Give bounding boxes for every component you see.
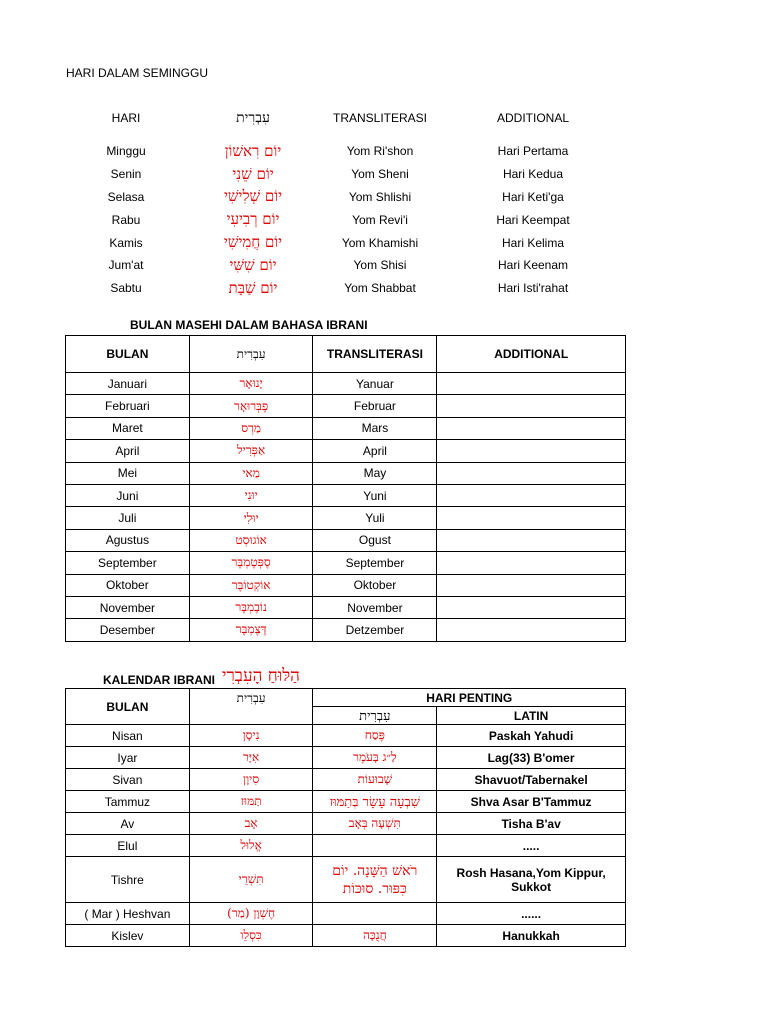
list-item	[60, 254, 620, 277]
cal-month: Sivan	[66, 769, 190, 791]
day-translit: Yom Shabbat	[344, 281, 416, 296]
cal-holiday-latin: Rosh Hasana,Yom Kippur, Sukkot	[437, 857, 626, 903]
cal-month-hebrew: נִיסָן	[189, 725, 313, 747]
month-additional	[437, 507, 626, 529]
cal-holiday-hebrew: תִּשְׁעָה בְּאָב	[313, 813, 437, 835]
days-header	[60, 108, 620, 128]
cal-month-hebrew: כִּסְלֵו	[189, 925, 313, 947]
table-row	[66, 440, 626, 462]
month-name: Maret	[66, 417, 190, 439]
month-translit: Detzember	[313, 619, 437, 641]
header-hebrew: עִבְרִית	[189, 689, 313, 725]
day-additional: Hari Pertama	[497, 144, 569, 159]
month-hebrew: יוּנִי	[189, 484, 313, 506]
table-row	[66, 619, 626, 641]
cal-holiday-latin: Hanukkah	[437, 925, 626, 947]
month-additional	[437, 484, 626, 506]
month-additional	[437, 462, 626, 484]
day-name: Jum'at	[108, 258, 144, 273]
table-header-row	[66, 689, 626, 707]
month-name: Januari	[66, 373, 190, 395]
month-name: Mei	[66, 462, 190, 484]
month-translit: September	[313, 552, 437, 574]
subheader-hebrew: עִבְרִית	[313, 707, 437, 725]
month-additional	[437, 596, 626, 618]
month-name: November	[66, 596, 190, 618]
section3-title-hebrew: הַלּוּחַ הָעִבְרִי	[222, 666, 300, 686]
day-additional: Hari Isti'rahat	[497, 281, 569, 296]
cal-month-hebrew: סִיוָן	[189, 769, 313, 791]
month-translit: April	[313, 440, 437, 462]
day-translit: Yom Khamishi	[341, 235, 419, 250]
cal-holiday-hebrew	[313, 903, 437, 925]
month-additional	[437, 529, 626, 551]
cal-holiday-latin: Shavuot/Tabernakel	[437, 769, 626, 791]
section3-title: KALENDAR IBRANI	[103, 673, 215, 687]
month-translit: Yuni	[313, 484, 437, 506]
month-name: Oktober	[66, 574, 190, 596]
table-row	[66, 925, 626, 947]
list-item	[60, 140, 620, 163]
day-name: Sabtu	[110, 281, 142, 296]
table-row	[66, 552, 626, 574]
cal-holiday-latin: Tisha B'av	[437, 813, 626, 835]
month-translit: Ogust	[313, 529, 437, 551]
cal-holiday-hebrew: חֲנֻכָּה	[313, 925, 437, 947]
table-header-row	[66, 336, 626, 373]
day-name: Senin	[110, 167, 142, 182]
day-translit: Yom Sheni	[351, 167, 409, 182]
month-hebrew: אַפְּרִיל	[189, 440, 313, 462]
table-row	[66, 903, 626, 925]
table-row	[66, 395, 626, 417]
day-name: Minggu	[106, 144, 146, 159]
cal-month: Tammuz	[66, 791, 190, 813]
table-row	[66, 857, 626, 903]
days-header-hebrew: עִבְרִית	[236, 109, 270, 126]
cal-month: Tishre	[66, 857, 190, 903]
calendar-table	[65, 688, 626, 947]
day-hebrew: יוֹם רְבִיעִי	[226, 210, 280, 229]
table-row	[66, 747, 626, 769]
cal-holiday-latin: Shva Asar B'Tammuz	[437, 791, 626, 813]
table-row	[66, 574, 626, 596]
month-additional	[437, 574, 626, 596]
day-hebrew: יוֹם שִׁשִּׁי	[229, 255, 277, 274]
table-row	[66, 725, 626, 747]
cal-holiday-latin: Paskah Yahudi	[437, 725, 626, 747]
table-row	[66, 769, 626, 791]
table-row	[66, 462, 626, 484]
cal-holiday-hebrew: שִׁבְעָה עָשָׂר בְּתַמּוּז	[313, 791, 437, 813]
days-header-hari: HARI	[111, 111, 141, 125]
days-header-translit: TRANSLITERASI	[332, 111, 428, 125]
month-hebrew: יוּלִי	[189, 507, 313, 529]
cal-month: ( Mar ) Heshvan	[66, 903, 190, 925]
month-additional	[437, 552, 626, 574]
month-translit: Mars	[313, 417, 437, 439]
month-hebrew: מַאי	[189, 462, 313, 484]
cal-holiday-latin: Lag(33) B'omer	[437, 747, 626, 769]
month-name: Agustus	[66, 529, 190, 551]
table-row	[66, 373, 626, 395]
cal-holiday-latin: .....	[437, 835, 626, 857]
month-hebrew: אוֹקְטוֹבֶּר	[189, 574, 313, 596]
header-hari-penting: HARI PENTING	[313, 689, 626, 707]
cal-month-hebrew: תִּשְׁרֵי	[189, 857, 313, 903]
day-additional: Hari Keempat	[496, 212, 570, 227]
month-translit: Februar	[313, 395, 437, 417]
day-additional: Hari Keti'ga	[502, 189, 564, 204]
day-hebrew: יוֹם שַׁבָּת	[228, 278, 278, 297]
month-translit: November	[313, 596, 437, 618]
month-hebrew: סֶפְּטֶמְבֶּר	[189, 552, 313, 574]
day-name: Rabu	[111, 212, 141, 227]
month-name: Desember	[66, 619, 190, 641]
days-list	[60, 140, 620, 300]
month-hebrew: אוֹגוּסְט	[189, 529, 313, 551]
list-item	[60, 163, 620, 186]
section1-title: HARI DALAM SEMINGGU	[66, 66, 209, 80]
table-row	[66, 835, 626, 857]
day-translit: Yom Ri'shon	[346, 144, 414, 159]
header-additional: ADDITIONAL	[437, 336, 626, 373]
month-hebrew: יָנוּאָר	[189, 373, 313, 395]
cal-holiday-hebrew: פֶּסַח	[313, 725, 437, 747]
month-translit: Yanuar	[313, 373, 437, 395]
cal-holiday-hebrew: שָׁבוּעוֹת	[313, 769, 437, 791]
month-additional	[437, 619, 626, 641]
month-hebrew: מַרְס	[189, 417, 313, 439]
cal-month-hebrew: אֱלוּל	[189, 835, 313, 857]
month-name: April	[66, 440, 190, 462]
day-hebrew: יוֹם חֲמִישִׁי	[223, 233, 283, 252]
header-hebrew: עִבְרִית	[189, 336, 313, 373]
cal-holiday-hebrew	[313, 835, 437, 857]
day-additional: Hari Kedua	[502, 167, 564, 182]
day-hebrew: יוֹם שְׁלִישִׁי	[223, 187, 283, 206]
cal-month-hebrew: חֶשְׁוָן (מַר)	[189, 903, 313, 925]
list-item	[60, 277, 620, 300]
month-additional	[437, 373, 626, 395]
header-translit: TRANSLITERASI	[313, 336, 437, 373]
cal-holiday-latin: ......	[437, 903, 626, 925]
list-item	[60, 231, 620, 254]
day-name: Selasa	[107, 189, 145, 204]
day-additional: Hari Keenam	[497, 258, 569, 273]
month-translit: Oktober	[313, 574, 437, 596]
table-row	[66, 791, 626, 813]
month-hebrew: נוֹבֶמְבֶּר	[189, 596, 313, 618]
day-translit: Yom Revi'i	[352, 212, 408, 227]
day-translit: Yom Shisi	[353, 258, 407, 273]
cal-month: Nisan	[66, 725, 190, 747]
table-row	[66, 813, 626, 835]
list-item	[60, 186, 620, 209]
cal-month: Elul	[66, 835, 190, 857]
table-row	[66, 529, 626, 551]
month-name: Februari	[66, 395, 190, 417]
cal-month-hebrew: תַּמּוּז	[189, 791, 313, 813]
month-translit: Yuli	[313, 507, 437, 529]
cal-month-hebrew: אָב	[189, 813, 313, 835]
cal-holiday-hebrew: לַ״ג בָּעֹמֶר	[313, 747, 437, 769]
day-name: Kamis	[109, 235, 143, 250]
cal-month-hebrew: אִיָּר	[189, 747, 313, 769]
cal-month: Iyar	[66, 747, 190, 769]
day-hebrew: יוֹם שֵׁנִי	[232, 164, 274, 183]
cal-month: Av	[66, 813, 190, 835]
month-hebrew: דֶּצֶמְבֶּר	[189, 619, 313, 641]
months-table	[65, 335, 626, 642]
month-translit: May	[313, 462, 437, 484]
table-row	[66, 507, 626, 529]
table-row	[66, 484, 626, 506]
month-name: September	[66, 552, 190, 574]
day-additional: Hari Kelima	[501, 235, 564, 250]
cal-holiday-hebrew: רֹאשׁ הַשָּׁנָה. יוֹם כִּפּוּר. סוּכּוֹת	[313, 857, 437, 903]
month-additional	[437, 395, 626, 417]
table-row	[66, 417, 626, 439]
table-row	[66, 596, 626, 618]
day-translit: Yom Shlishi	[348, 189, 412, 204]
subheader-latin: LATIN	[437, 707, 626, 725]
day-hebrew: יוֹם רִאשׁוֹן	[224, 141, 282, 160]
header-bulan: BULAN	[66, 689, 190, 725]
month-hebrew: פֶבְּרוּאָר	[189, 395, 313, 417]
month-name: Juli	[66, 507, 190, 529]
section2-title: BULAN MASEHI DALAM BAHASA IBRANI	[130, 318, 368, 332]
header-bulan: BULAN	[66, 336, 190, 373]
month-additional	[437, 440, 626, 462]
month-additional	[437, 417, 626, 439]
month-name: Juni	[66, 484, 190, 506]
list-item	[60, 208, 620, 231]
days-header-additional: ADDITIONAL	[496, 111, 569, 125]
cal-month: Kislev	[66, 925, 190, 947]
